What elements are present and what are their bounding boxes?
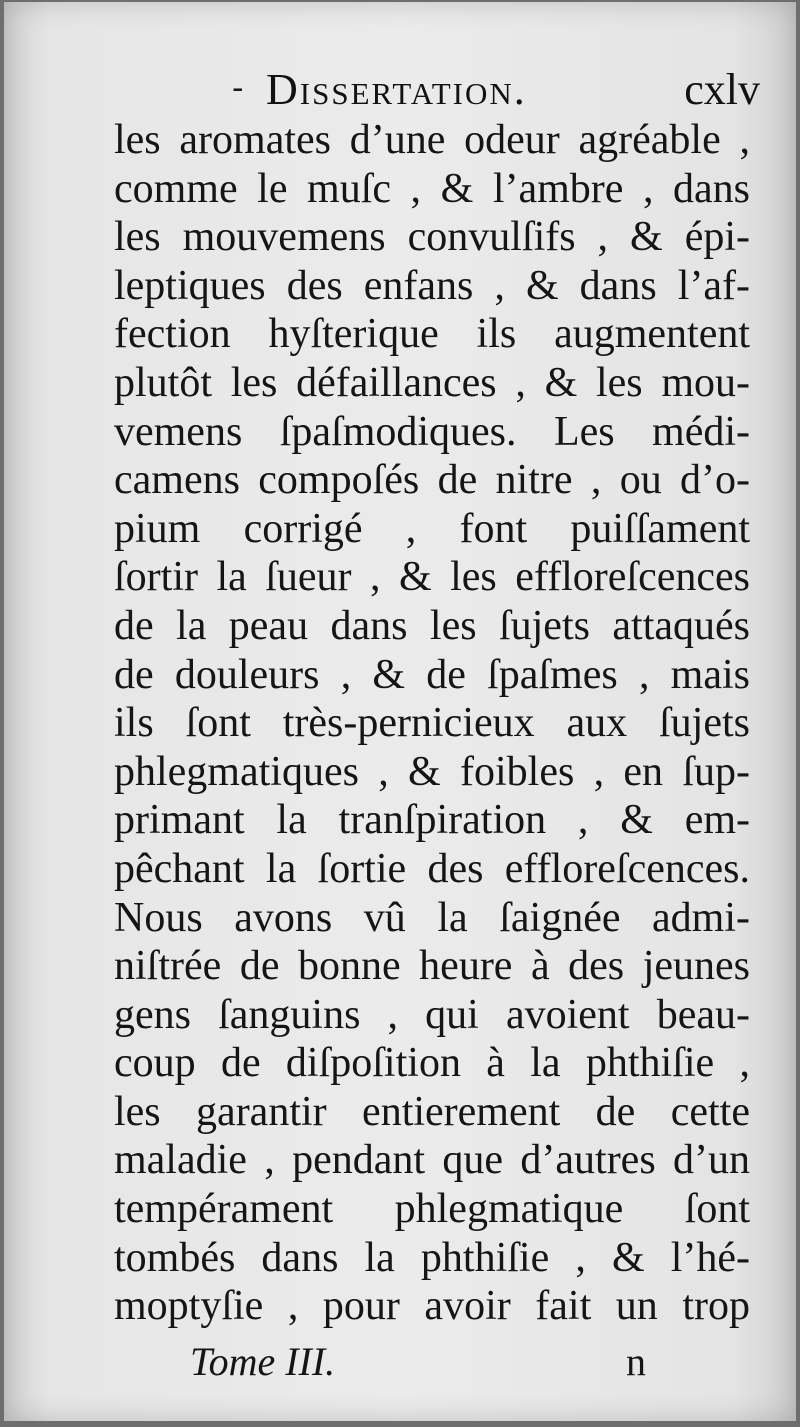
body-text (114, 116, 750, 1331)
text-line: niſtrée de bonne heure à des jeunes (114, 943, 750, 990)
text-line: plutôt les défaillances , & les mou- (114, 359, 750, 406)
text-line: ſortir la ſueur , & les effloreſcences (114, 554, 750, 601)
text-line: fection hyſterique ils augmentent (114, 311, 750, 358)
text-line: les aromates d’une odeur agréable , (114, 117, 750, 163)
text-line: de la peau dans les ſujets attaqués (114, 602, 750, 649)
text-line: comme le muſc , & l’ambre , dans (114, 165, 750, 212)
text-line: pium corrigé , font puiſſament (114, 505, 750, 552)
text-line: maladie , pendant que d’autres d’un (114, 1137, 750, 1184)
text-line: pêchant la ſortie des effloreſcences. (114, 845, 750, 892)
text-line: tombés dans la phthiſie , & l’hé- (114, 1234, 750, 1281)
text-line: phlegmatiques , & foibles , en ſup- (114, 748, 750, 795)
text-line: gens ſanguins , qui avoient beau- (114, 991, 750, 1038)
volume-label: Tome III. (190, 1339, 336, 1384)
text-line: les mouvemens convulſifs , & épi- (114, 214, 750, 261)
book-page (4, 2, 796, 1421)
text-line: Nous avons vû la ſaignée admi- (114, 894, 750, 941)
text-line: vemens ſpaſmodiques. Les médi- (114, 408, 750, 455)
text-line: camens compoſés de nitre , ou d’o- (114, 457, 750, 504)
text-line: leptiques des enfans , & dans l’af- (114, 262, 750, 309)
text-line: de douleurs , & de ſpaſmes , mais (114, 651, 750, 698)
signature-mark: n (626, 1339, 646, 1384)
running-head-title: Dissertation. (266, 65, 527, 114)
text-line: moptyſie , pour avoir fait un trop (114, 1283, 750, 1330)
page-number: cxlv (684, 65, 760, 114)
text-line: ils ſont très-pernicieux aux ſujets (114, 700, 750, 747)
text-line: primant la tranſpiration , & em- (114, 797, 750, 844)
text-line: les garantir entierement de cette (114, 1088, 750, 1135)
running-head (4, 64, 796, 114)
page-footer (4, 1338, 796, 1398)
text-line: coup de diſpoſition à la phthiſie , (114, 1040, 750, 1087)
running-head-dash: - (232, 68, 244, 108)
text-line: tempérament phlegmatique ſont (114, 1186, 750, 1233)
